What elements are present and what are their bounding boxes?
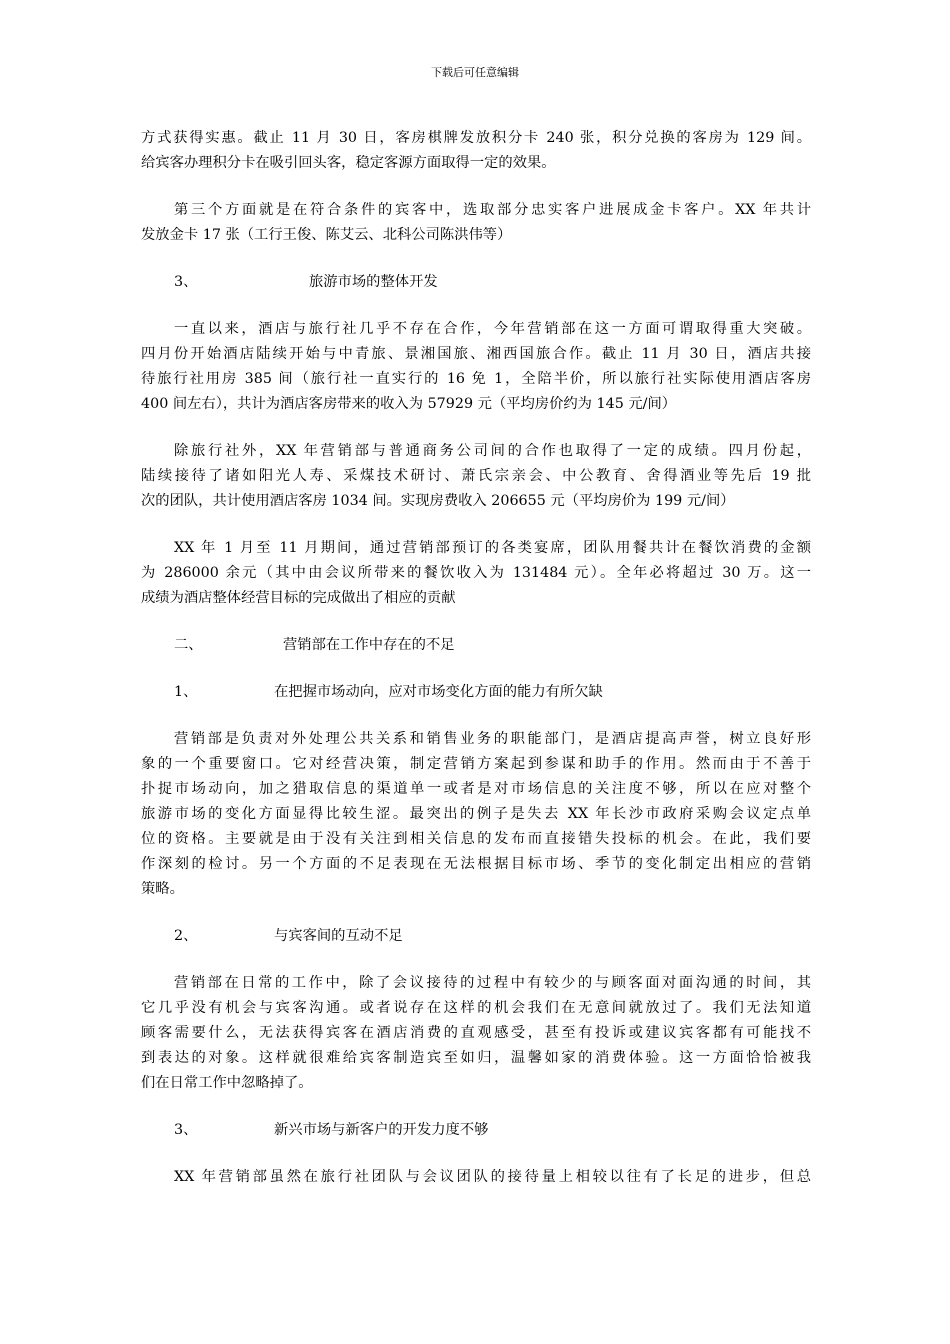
paragraph: [141, 126, 811, 176]
text-line: 四月份开始酒店陆续开始与中青旅、景湘国旅、湘西国旅合作。截止 11 月 30 日，酒店共接: [141, 346, 811, 362]
text-line: 营销部在日常的工作中，除了会议接待的过程中有较少的与顾客面对面沟通的时间，其: [174, 975, 811, 991]
text-line: 发放金卡 17 张（工行王俊、陈艾云、北科公司陈洪伟等）: [141, 227, 512, 243]
text-line: 待旅行社用房 385 间（旅行社一直实行的 16 免 1，全陪半价，所以旅行社实际使用酒店客房: [141, 371, 811, 387]
text-line: XX 年营销部虽然在旅行社团队与会议团队的接待量上相较以往有了长足的进步，但总: [174, 1169, 811, 1185]
text-line: 作深刻的检讨。另一个方面的不足表现在无法根据目标市场、季节的变化制定出相应的营销: [141, 856, 811, 872]
heading-title: 营销部在工作中存在的不足: [283, 637, 455, 653]
heading-number: 2、: [174, 928, 198, 944]
paragraph: [141, 1165, 811, 1190]
text-line: 陆续接待了诸如阳光人寿、采煤技术研讨、萧氏宗亲会、中公教育、舍得酒业等先后 19 批: [141, 468, 811, 484]
text-line: 方式获得实惠。截止 11 月 30 日，客房棋牌发放积分卡 240 张，积分兑换的客房为 129 间。: [141, 130, 811, 146]
text-line: 营销部是负责对外处理公共关系和销售业务的职能部门，是酒店提高声誉，树立良好形: [174, 731, 811, 747]
section-heading: [141, 1118, 811, 1143]
section-heading: [141, 680, 811, 705]
text-line: 位的资格。主要就是由于没有关注到相关信息的发布而直接错失投标的机会。在此，我们要: [141, 831, 811, 847]
paragraph: [141, 536, 811, 611]
text-line: 顾客需要什么，无法获得宾客在酒店消费的直观感受，甚至有投诉或建议宾客都有可能找不: [141, 1025, 811, 1041]
text-line: 成绩为酒店整体经营目标的完成做出了相应的贡献: [141, 590, 456, 606]
heading-title: 与宾客间的互动不足: [274, 928, 403, 944]
text-line: 第三个方面就是在符合条件的宾客中，选取部分忠实客户进展成金卡客户。XX 年共计: [174, 202, 811, 218]
text-line: 策略。: [141, 881, 184, 897]
section-heading: [141, 270, 811, 295]
text-line: XX 年 1 月至 11 月期间，通过营销部预订的各类宴席，团队用餐共计在餐饮消费的金额: [174, 540, 811, 556]
paragraph: [141, 317, 811, 417]
text-line: 一直以来，酒店与旅行社几乎不存在合作，今年营销部在这一方面可谓取得重大突破。: [174, 321, 811, 337]
heading-number: 3、: [174, 1122, 198, 1138]
paragraph: [141, 439, 811, 514]
text-line: 旅游市场的变化方面显得比较生涩。最突出的例子是失去 XX 年长沙市政府采购会议定点单: [141, 806, 811, 822]
paragraph: [141, 198, 811, 248]
heading-number: 二、: [174, 637, 203, 653]
heading-number: 1、: [174, 684, 198, 700]
text-line: 次的团队，共计使用酒店客房 1034 间。实现房费收入 206655 元（平均房价为 199 元/间）: [141, 493, 735, 509]
text-line: 为 286000 余元（其中由会议所带来的餐饮收入为 131484 元）。全年必将超过 30 万。这一: [141, 565, 811, 581]
text-line: 扑捉市场动向，加之猎取信息的渠道单一或者是对市场信息的关注度不够，所以在应对整个: [141, 781, 811, 797]
section-heading: [141, 924, 811, 949]
heading-title: 在把握市场动向，应对市场变化方面的能力有所欠缺: [274, 684, 603, 700]
text-line: 除旅行社外，XX 年营销部与普通商务公司间的合作也取得了一定的成绩。四月份起，: [174, 443, 811, 459]
heading-number: 3、: [174, 274, 198, 290]
text-line: 们在日常工作中忽略掉了。: [141, 1075, 313, 1091]
text-line: 象的一个重要窗口。它对经营决策，制定营销方案起到参谋和助手的作用。然而由于不善于: [141, 756, 811, 772]
text-line: 到表达的对象。这样就很难给宾客制造宾至如归，温馨如家的消费体验。这一方面恰恰被我: [141, 1050, 811, 1066]
page-header: 下载后可任意编辑: [431, 66, 519, 79]
heading-title: 新兴市场与新客户的开发力度不够: [274, 1122, 489, 1138]
paragraph: [141, 727, 811, 902]
paragraph: [141, 971, 811, 1096]
document-body: [141, 126, 811, 1212]
text-line: 400 间左右），共计为酒店客房带来的收入为 57929 元（平均房价约为 145 元/间）: [141, 396, 677, 412]
heading-title: 旅游市场的整体开发: [309, 274, 438, 290]
text-line: 给宾客办理积分卡在吸引回头客，稳定客源方面取得一定的效果。: [141, 155, 556, 171]
text-line: 它几乎没有机会与宾客沟通。或者说存在这样的机会我们在无意间就放过了。我们无法知道: [141, 1000, 811, 1016]
section-heading: [141, 633, 811, 658]
